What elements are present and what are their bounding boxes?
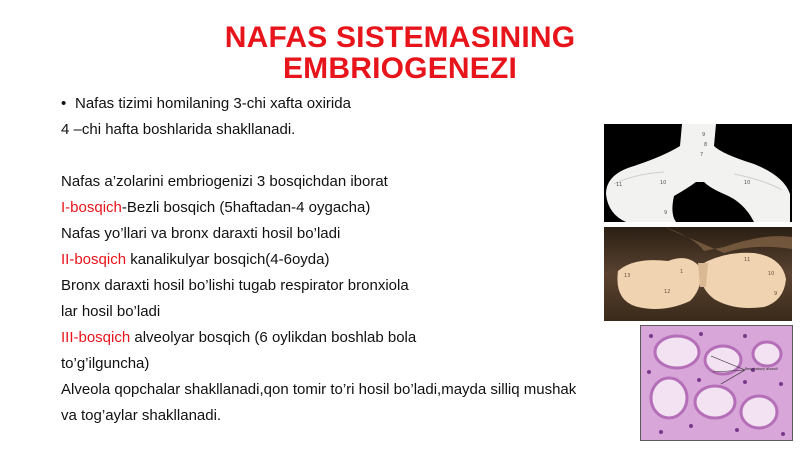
bullet-icon: • — [61, 95, 67, 112]
stage-1-line — [61, 198, 641, 224]
img3-label: Respiratory alveoli — [745, 367, 778, 371]
stage-2-desc: kanalikulyar bosqich(4-6oyda) — [126, 251, 330, 268]
stage-1-desc: -Bezli bosqich (5haftadan-4 oygacha) — [121, 199, 371, 216]
img2-label-4: 12 — [664, 289, 671, 295]
text-line-10: to’g’ilguncha) — [61, 355, 150, 372]
img1-label-6: 10 — [744, 180, 751, 186]
img1-label-1: 9 — [702, 132, 706, 138]
slide-body — [61, 94, 641, 432]
title-line-2: EMBRIOGENEZI — [282, 52, 518, 85]
fetal-lung-image — [604, 227, 792, 321]
img2-label-5: 10 — [768, 271, 775, 277]
text-line-11: Alveola qopchalar shakllanadi,qon tomir to’ri hosil bo’ladi,mayda silliq mushak — [61, 381, 577, 398]
stage-2-label: II-bosqich — [61, 251, 127, 268]
img1-label-4: 11 — [616, 182, 623, 188]
histology-drawing — [641, 326, 792, 440]
text-line-5: Nafas yo’llari va bronx daraxti hosil bo’ladi — [61, 225, 341, 242]
stage-2-line — [61, 250, 641, 276]
lung-bud-drawing — [604, 124, 792, 222]
text-line-1: Nafas tizimi homilaning 3-chi xafta oxirida — [75, 95, 351, 112]
img1-label-5: 10 — [660, 180, 667, 186]
histology-image — [640, 325, 793, 441]
bullet-line-1 — [61, 94, 641, 120]
fetal-lung-drawing — [604, 227, 792, 321]
text-line-12: va tog’aylar shakllanadi. — [61, 407, 222, 424]
title-line-1: NAFAS SISTEMASINING — [224, 21, 576, 54]
stage-1-label: I-bosqich — [61, 199, 122, 216]
text-line-3: Nafas a’zolarini embriogenizi 3 bosqichdan iborat — [61, 173, 388, 190]
lung-bud-image — [604, 124, 792, 222]
img2-label-6: 9 — [774, 291, 778, 297]
img1-label-3: 7 — [700, 152, 704, 158]
slide-title — [150, 22, 650, 84]
text-line-7: Bronx daraxti hosil bo’lishi tugab respirator bronxiola — [61, 277, 409, 294]
img2-label-2: 11 — [744, 257, 751, 263]
text-line-8: lar hosil bo’ladi — [61, 303, 161, 320]
spacer — [61, 146, 641, 172]
img1-label-7: 9 — [664, 210, 668, 216]
stage-3-desc: alveolyar bosqich (6 oylikdan boshlab bola — [130, 329, 417, 346]
img2-label-3: 1 — [680, 269, 684, 275]
img1-label-2: 8 — [704, 142, 708, 148]
text-line-2: 4 –chi hafta boshlarida shakllanadi. — [61, 121, 296, 138]
stage-3-label: III-bosqich — [61, 329, 131, 346]
img2-label-1: 13 — [624, 273, 631, 279]
stage-3-line — [61, 328, 641, 354]
